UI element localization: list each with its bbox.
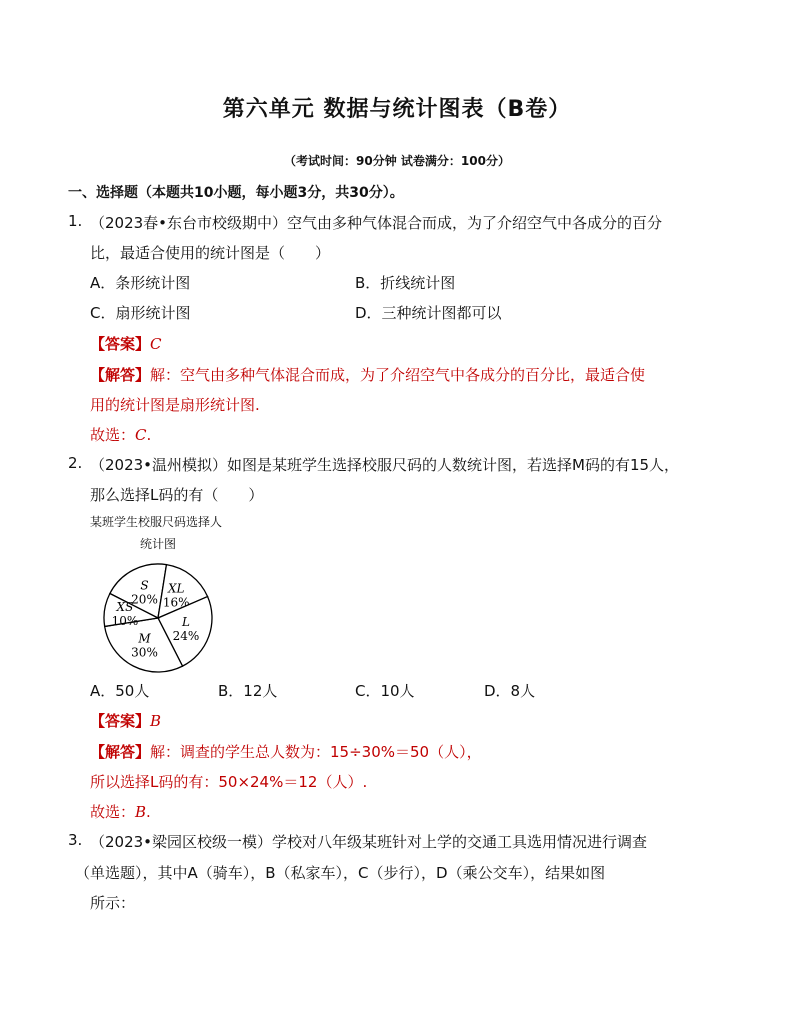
pie-percent-label: 10% [111, 613, 139, 628]
question-number: 1. [68, 212, 83, 230]
solution-text: 所以选择L码的有：50×24%＝12（人）. [90, 773, 368, 791]
question-text: （2023•梁园区校级一模）学校对八年级某班针对上学的交通工具选用情况进行调查 [90, 833, 648, 851]
pie-percent-label: 30% [131, 645, 158, 660]
pie-category-label: S [140, 578, 149, 593]
pie-percent-label: 20% [131, 592, 158, 607]
section-heading: 一、选择题（本题共10小题，每小题3分，共30分）。 [68, 185, 404, 201]
answer-label: 【答案】 [90, 335, 151, 353]
question-text: （2023•温州模拟）如图是某班学生选择校服尺码的人数统计图，若选择M码的有15人， [90, 456, 680, 474]
answer-value: B [150, 712, 162, 730]
pie-category-label: M [138, 631, 151, 646]
chart-title: 统计图 [140, 537, 177, 551]
solution-line [90, 364, 645, 385]
final-choice-suffix: . [146, 803, 151, 821]
chart-title: 某班学生校服尺码选择人 [90, 515, 223, 529]
solution-line [90, 741, 482, 762]
pie-chart [98, 558, 218, 678]
option-a[interactable]: A．条形统计图 [90, 274, 191, 292]
question-text: 所示： [90, 894, 136, 912]
option-d[interactable]: D．三种统计图都可以 [355, 304, 502, 322]
solution-label: 【解答】 [90, 743, 151, 761]
option-b[interactable]: B．折线统计图 [355, 274, 456, 292]
option-c[interactable]: C．扇形统计图 [90, 304, 191, 322]
pie-category-label: L [181, 615, 190, 630]
pie-percent-label: 16% [162, 595, 190, 610]
question-text: 那么选择L码的有（ ） [90, 486, 264, 504]
final-choice-prefix: 故选： [90, 803, 136, 821]
answer-line [90, 333, 162, 354]
solution-text: 解：调查的学生总人数为：15÷30%＝50（人）， [150, 743, 482, 761]
solution-label: 【解答】 [90, 366, 151, 384]
solution-text: 用的统计图是扇形统计图. [90, 396, 260, 414]
answer-label: 【答案】 [90, 712, 151, 730]
exam-info: （考试时间：90分钟 试卷满分：100分） [284, 154, 510, 168]
answer-line [90, 710, 161, 731]
final-choice-value: B [135, 803, 147, 821]
final-choice-prefix: 故选： [90, 426, 136, 444]
pie-category-label: XL [167, 581, 185, 596]
question-text: 比，最适合使用的统计图是（ ） [90, 244, 331, 262]
final-choice-suffix: . [146, 426, 152, 444]
answer-value: C [150, 335, 162, 353]
option-c[interactable]: C．10人 [355, 682, 415, 700]
question-text: （单选题），其中A（骑车），B（私家车），C（步行），D（乘公交车），结果如图 [75, 864, 606, 882]
question-number: 2. [68, 454, 83, 472]
option-d[interactable]: D．8人 [484, 682, 536, 700]
option-b[interactable]: B．12人 [218, 682, 278, 700]
option-a[interactable]: A．50人 [90, 682, 150, 700]
final-choice [90, 424, 151, 445]
final-choice [90, 801, 151, 822]
question-text: （2023春•东台市校级期中）空气由多种气体混合而成，为了介绍空气中各成分的百分 [90, 214, 663, 232]
pie-category-label: XS [116, 599, 134, 614]
page-title: 第六单元 数据与统计图表（B卷） [222, 97, 572, 122]
final-choice-value: C [135, 426, 147, 444]
solution-text: 解：空气由多种气体混合而成，为了介绍空气中各成分的百分比，最适合使 [150, 366, 646, 384]
question-number: 3. [68, 831, 83, 849]
pie-percent-label: 24% [172, 629, 200, 644]
